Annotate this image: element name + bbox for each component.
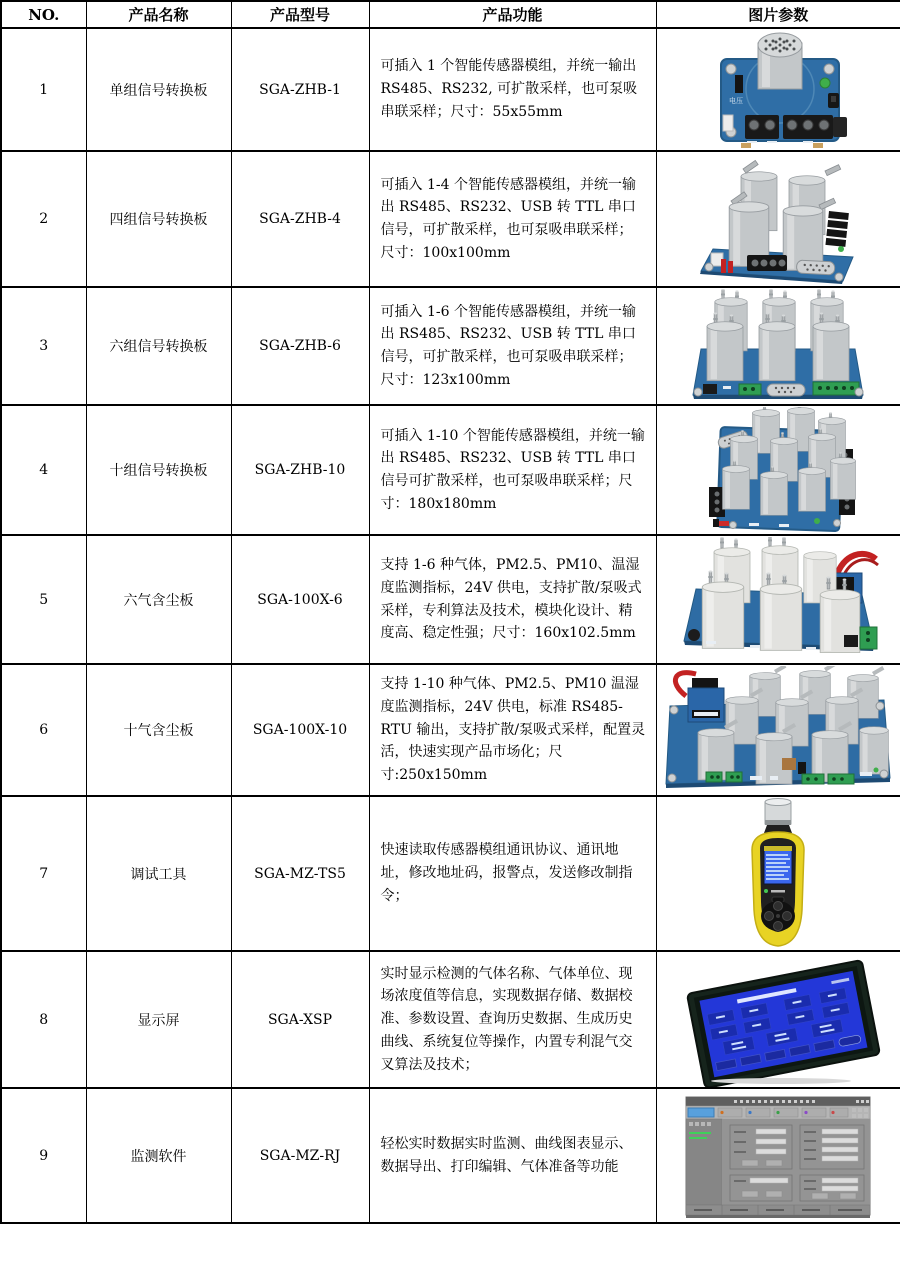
header-product-function: 产品功能 <box>369 1 656 28</box>
header-no: NO. <box>1 1 86 28</box>
product-name-cell: 六组信号转换板 <box>86 287 231 405</box>
product-image-cell <box>656 1088 900 1223</box>
product-function-cell <box>369 151 656 287</box>
product-name-cell: 四组信号转换板 <box>86 151 231 287</box>
product-model-cell: SGA-100X-10 <box>231 664 369 796</box>
table-row <box>1 151 900 287</box>
table-row <box>1 951 900 1088</box>
product-model-cell: SGA-ZHB-6 <box>231 287 369 405</box>
product-name-cell: 十气含尘板 <box>86 664 231 796</box>
product-function-text: 支持 1-10 种气体、PM2.5、PM10 温湿度监测指标，24V 供电，标准 RS485-RTU 输出，支持扩散/泵吸式采样，配置灵活，快速实现产品市场化；尺寸:250x150mm <box>380 676 646 783</box>
product-model-cell: SGA-MZ-TS5 <box>231 796 369 951</box>
product-function-text: 快速读取传感器模组通讯协议、通讯地址，修改地址码，报警点，发送修改制指令； <box>380 842 633 904</box>
product-image-cell <box>656 287 900 405</box>
product-name-cell: 六气含尘板 <box>86 535 231 664</box>
table-row <box>1 287 900 405</box>
table-header-row <box>1 1 900 28</box>
monitoring-software-screenshot <box>672 1091 884 1221</box>
product-function-cell <box>369 1088 656 1223</box>
ten-gas-dust-board-photo <box>662 666 894 794</box>
row-number-cell: 9 <box>1 1088 86 1223</box>
product-image-cell <box>656 151 900 287</box>
four-group-signal-converter-board-photo <box>691 153 866 285</box>
row-number-cell: 1 <box>1 28 86 151</box>
row-number-cell: 7 <box>1 796 86 951</box>
product-model-cell: SGA-ZHB-4 <box>231 151 369 287</box>
table-row <box>1 796 900 951</box>
product-image-cell <box>656 405 900 535</box>
product-function-text: 可插入 1 个智能传感器模组，并统一输出 RS485、RS232, 可扩散采样，也可泵吸串联采样；尺寸：55x55mm <box>380 58 638 120</box>
product-function-text: 可插入 1-4 个智能传感器模组，并统一输出 RS485、RS232、USB 转 TTL 串口信号，可扩散采样，也可泵吸串联采样；尺寸：100x100mm <box>380 176 636 261</box>
product-name-cell: 调试工具 <box>86 796 231 951</box>
product-image-cell <box>656 664 900 796</box>
table-row <box>1 28 900 151</box>
product-name-cell: 单组信号转换板 <box>86 28 231 151</box>
product-function-text: 支持 1-6 种气体，PM2.5、PM10、温湿度监测指标，24V 供电，支持扩散/泵吸式采样，专利算法及技术，模块化设计、精度高、稳定性强；尺寸：160x102.5mm <box>380 557 642 642</box>
product-model-cell: SGA-ZHB-10 <box>231 405 369 535</box>
row-number-cell: 3 <box>1 287 86 405</box>
product-function-cell <box>369 535 656 664</box>
product-name-cell: 十组信号转换板 <box>86 405 231 535</box>
svg-text:电压: 电压 <box>729 97 744 105</box>
product-model-cell: SGA-XSP <box>231 951 369 1088</box>
product-model-cell: SGA-100X-6 <box>231 535 369 664</box>
product-model-cell: SGA-MZ-RJ <box>231 1088 369 1223</box>
product-name-cell: 显示屏 <box>86 951 231 1088</box>
row-number-cell: 8 <box>1 951 86 1088</box>
handheld-gas-detector-debug-tool-photo <box>722 798 834 950</box>
table-row <box>1 664 900 796</box>
row-number-cell: 2 <box>1 151 86 287</box>
six-gas-dust-board-photo <box>676 537 881 662</box>
product-function-cell <box>369 405 656 535</box>
row-number-cell: 4 <box>1 405 86 535</box>
row-number-cell: 5 <box>1 535 86 664</box>
product-function-text: 实时显示检测的气体名称、气体单位、现场浓度值等信息，实现数据存储、数据校准、参数设置、查询历史数据、生成历史曲线、系统复位等操作，内置专利混气交叉算法及技术； <box>380 965 633 1073</box>
product-name-cell: 监测软件 <box>86 1088 231 1223</box>
header-image-params: 图片参数 <box>656 1 900 28</box>
table-row <box>1 405 900 535</box>
product-image-cell <box>656 796 900 951</box>
six-group-signal-converter-board-photo <box>683 289 873 403</box>
table-row <box>1 535 900 664</box>
product-function-cell <box>369 951 656 1088</box>
product-function-cell <box>369 287 656 405</box>
product-image-cell <box>656 535 900 664</box>
product-function-text: 轻松实时数据实时监测、曲线图表显示、数据导出、打印编辑、气体准备等功能 <box>380 1135 633 1175</box>
product-function-cell <box>369 28 656 151</box>
ten-group-signal-converter-board-photo <box>689 407 867 533</box>
product-function-text: 可插入 1-10 个智能传感器模组，并统一输出 RS485、RS232、USB 转 TTL 串口信号可扩散采样，也可泵吸串联采样；尺寸：180x180mm <box>380 427 645 512</box>
lcd-display-panel-photo <box>671 953 886 1087</box>
product-function-cell <box>369 796 656 951</box>
product-image-cell <box>656 28 900 151</box>
product-function-cell <box>369 664 656 796</box>
header-product-name: 产品名称 <box>86 1 231 28</box>
product-function-text: 可插入 1-6 个智能传感器模组，并统一输出 RS485、RS232、USB 转 TTL 串口信号，可扩散采样，也可泵吸串联采样；尺寸：123x100mm <box>380 303 636 388</box>
single-group-signal-converter-board-photo <box>683 31 873 149</box>
row-number-cell: 6 <box>1 664 86 796</box>
header-product-model: 产品型号 <box>231 1 369 28</box>
product-model-cell: SGA-ZHB-1 <box>231 28 369 151</box>
table-row <box>1 1088 900 1223</box>
product-image-cell <box>656 951 900 1088</box>
